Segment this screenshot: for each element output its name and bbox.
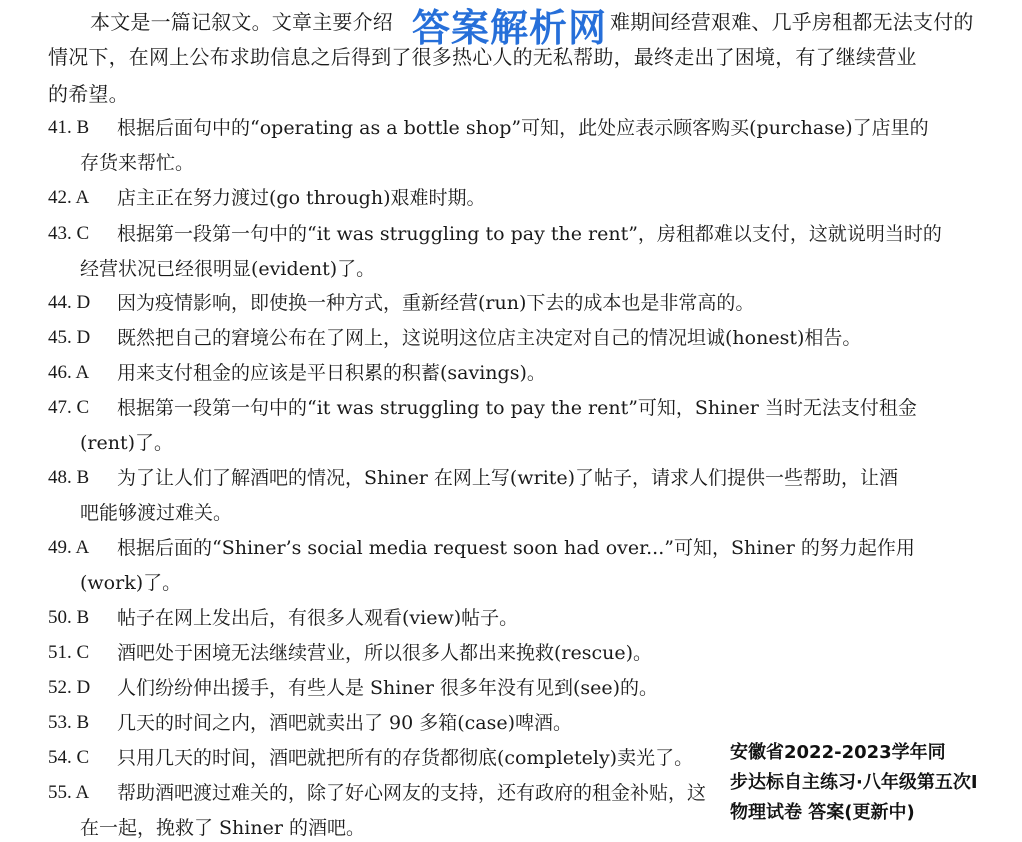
watermark-text: 答案解析网: [412, 6, 608, 50]
answer-explanation: 帮助酒吧渡过难关的，除了好心网友的支持，还有政府的租金补贴，这: [117, 782, 707, 804]
answer-number: 49. A: [48, 537, 90, 558]
intro-line-3: 的希望。: [48, 82, 129, 106]
answer-number: 46. A: [48, 362, 90, 383]
answer-explanation: 几天的时间之内，酒吧就卖出了 90 多箱(case)啤酒。: [117, 712, 573, 734]
answer-explanation: 根据后面句中的“operating as a bottle shop”可知，此处应表示顾客购买(purchase)了店里的: [117, 117, 929, 139]
answer-number: 47. C: [48, 397, 90, 418]
answer-explanation: 用来支付租金的应该是平日积累的积蓄(savings)。: [117, 362, 546, 384]
overlay-line-2: 步达标自主练习·八年级第五次I: [730, 772, 978, 793]
overlay-line-1: 安徽省2022-2023学年同: [730, 742, 946, 763]
answer-number: 48. B: [48, 467, 90, 488]
answer-number: 45. D: [48, 327, 91, 348]
answer-continuation: 存货来帮忙。: [80, 152, 195, 174]
answer-explanation: 根据后面的“Shiner’s social media request soon had over...”可知，Shiner 的努力起作用: [117, 537, 915, 559]
answer-explanation: 根据第一段第一句中的“it was struggling to pay the rent”，房租都难以支付，这就说明当时的: [117, 223, 942, 245]
intro-line-1-tail: 难期间经营艰难、几乎房租都无法支付的: [610, 10, 974, 34]
answer-explanation: 人们纷纷伸出援手，有些人是 Shiner 很多年没有见到(see)的。: [117, 677, 659, 699]
answer-continuation: 经营状况已经很明显(evident)了。: [80, 258, 376, 280]
overlay-line-3: 物理试卷 答案(更新中): [730, 802, 915, 823]
answer-number: 44. D: [48, 292, 91, 313]
answer-explanation: 根据第一段第一句中的“it was struggling to pay the rent”可知，Shiner 当时无法支付租金: [117, 397, 917, 419]
answer-number: 54. C: [48, 747, 90, 768]
answer-continuation: 吧能够渡过难关。: [80, 502, 233, 524]
answer-explanation: 帖子在网上发出后，有很多人观看(view)帖子。: [117, 607, 519, 629]
answer-explanation: 只用几天的时间，酒吧就把所有的存货都彻底(completely)卖光了。: [117, 747, 694, 769]
answer-number: 42. A: [48, 187, 90, 208]
answer-explanation: 因为疫情影响，即使换一种方式，重新经营(run)下去的成本也是非常高的。: [117, 292, 755, 314]
answer-continuation: (work)了。: [80, 572, 182, 594]
answer-explanation: 既然把自己的窘境公布在了网上，这说明这位店主决定对自己的情况坦诚(honest)相告。: [117, 327, 862, 349]
answer-explanation: 为了让人们了解酒吧的情况，Shiner 在网上写(write)了帖子，请求人们提供一些帮助，让酒: [117, 467, 899, 489]
answer-number: 55. A: [48, 782, 90, 803]
answer-number: 50. B: [48, 607, 90, 628]
answer-number: 51. C: [48, 642, 90, 663]
answer-number: 41. B: [48, 117, 90, 138]
answer-continuation: (rent)了。: [80, 432, 174, 454]
answer-number: 53. B: [48, 712, 90, 733]
answer-number: 43. C: [48, 223, 90, 244]
answer-explanation: 店主正在努力渡过(go through)艰难时期。: [117, 187, 486, 209]
answer-explanation: 酒吧处于困境无法继续营业，所以很多人都出来挽救(rescue)。: [117, 642, 653, 664]
answer-number: 52. D: [48, 677, 91, 698]
answer-continuation: 在一起，挽救了 Shiner 的酒吧。: [80, 817, 365, 839]
intro-line-2: 情况下，在网上公布求助信息之后得到了很多热心人的无私帮助，最终走出了困境，有了继续营业: [48, 45, 917, 69]
intro-line-1: 本文是一篇记叙文。文章主要介绍: [90, 10, 393, 34]
exam-title-overlay: [730, 738, 1022, 830]
